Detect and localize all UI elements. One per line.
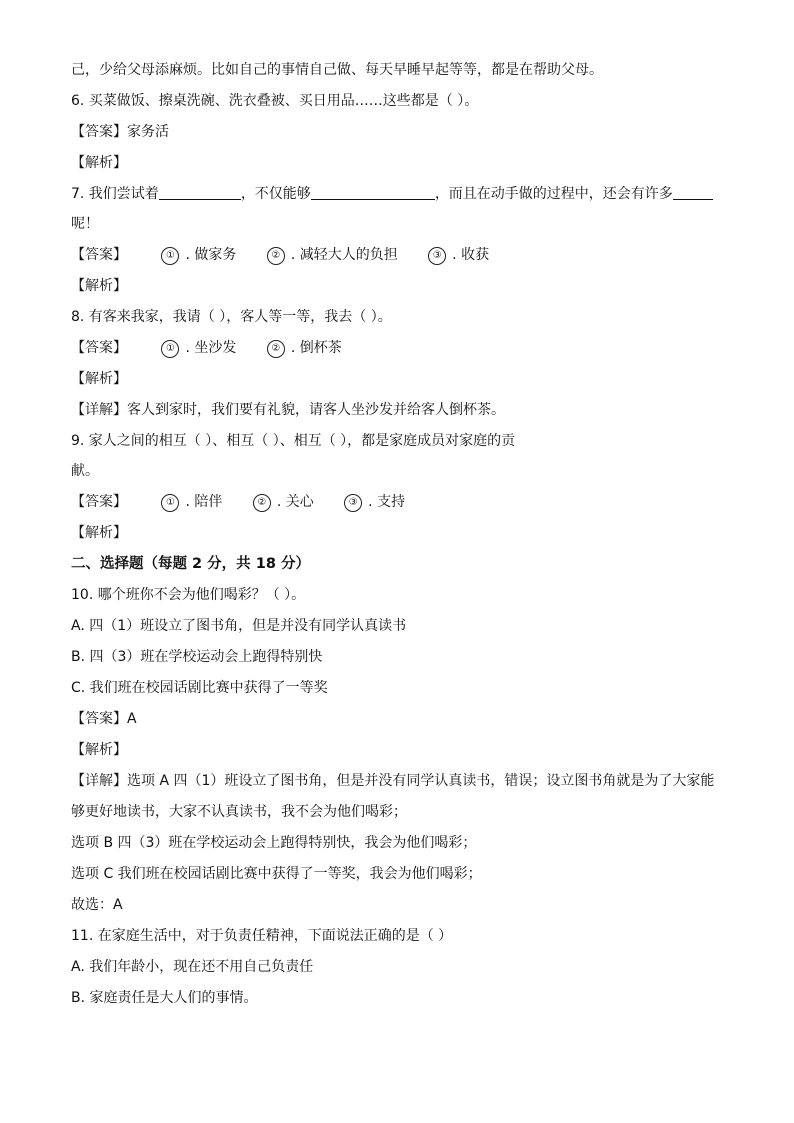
document-page xyxy=(71,60,731,1019)
answer-item: ② . 减轻大人的负担 xyxy=(267,245,398,265)
detail-10-c: 选项 C 我们班在校园话剧比赛中获得了一等奖，我会为他们喝彩； xyxy=(71,866,482,882)
answer-10: 【答案】A xyxy=(71,711,137,727)
fill-blank xyxy=(159,185,241,200)
analysis-6: 【解析】 xyxy=(71,155,127,171)
option-c: C. 我们班在校园话剧比赛中获得了一等奖 xyxy=(71,680,328,696)
analysis-7: 【解析】 xyxy=(71,278,127,294)
answer-item: ① . 陪伴 xyxy=(161,492,222,512)
detail-10-cont: 够更好地读书，大家不认真读书，我不会为他们喝彩； xyxy=(71,804,407,820)
question-7: 7. 我们尝试着 ，不仅能够 ，而且在动手做的过程中，还会有许多 xyxy=(71,184,731,204)
analysis-10: 【解析】 xyxy=(71,742,127,758)
question-9-cont: 献。 xyxy=(71,463,99,479)
fill-blank xyxy=(311,185,435,200)
question-10: 10. 哪个班你不会为他们喝彩？（ ）。 xyxy=(71,587,306,603)
option-b: B. 家庭责任是大人们的事情。 xyxy=(71,990,258,1006)
question-11: 11. 在家庭生活中，对于负责任精神，下面说法正确的是（ ） xyxy=(71,928,453,944)
answer-item: ② . 关心 xyxy=(253,492,314,512)
analysis-8: 【解析】 xyxy=(71,371,127,387)
section-heading: 二、选择题（每题 2 分，共 18 分） xyxy=(71,556,310,572)
question-9: 9. 家人之间的相互（ ）、相互（ ）、相互（ ），都是家庭成员对家庭的贡 xyxy=(71,433,516,449)
detail-10: 【详解】选项 A 四（1）班设立了图书角，但是并没有同学认真读书，错误；设立图书角就是为了大家能 xyxy=(71,773,715,789)
question-6: 6. 买菜做饭、擦桌洗碗、洗衣叠被、买日用品……这些都是（ ）。 xyxy=(71,93,479,109)
option-b: B. 四（3）班在学校运动会上跑得特别快 xyxy=(71,649,323,665)
answer-item: ③ . 支持 xyxy=(344,492,405,512)
detail-8: 【详解】客人到家时，我们要有礼貌，请客人坐沙发并给客人倒杯茶。 xyxy=(71,402,505,418)
question-7-cont: 呢！ xyxy=(71,216,99,232)
option-a: A. 四（1）班设立了图书角，但是并没有同学认真读书 xyxy=(71,618,407,634)
option-a: A. 我们年龄小，现在还不用自己负责任 xyxy=(71,959,314,975)
answer-item: ③ . 收获 xyxy=(428,245,489,265)
conclusion-10: 故选：A xyxy=(71,897,123,913)
answer-item: ① . 坐沙发 xyxy=(161,338,236,358)
answer-item: ② . 倒杯茶 xyxy=(267,338,342,358)
answer-8: 【答案】 ① . 坐沙发 ② . 倒杯茶 xyxy=(71,340,342,356)
answer-item: ① . 做家务 xyxy=(161,245,236,265)
detail-10-b: 选项 B 四（3）班在学校运动会上跑得特别快，我会为他们喝彩； xyxy=(71,835,477,851)
answer-6: 【答案】家务活 xyxy=(71,124,169,140)
paragraph-line: 己，少给父母添麻烦。比如自己的事情自己做、每天早睡早起等等，都是在帮助父母。 xyxy=(71,62,603,78)
answer-7: 【答案】 ① . 做家务 ② . 减轻大人的负担 ③ . 收获 xyxy=(71,247,490,263)
question-8: 8. 有客来我家，我请（ ），客人等一等，我去（ ）。 xyxy=(71,309,392,325)
fill-blank xyxy=(673,185,713,200)
analysis-9: 【解析】 xyxy=(71,525,127,541)
answer-9: 【答案】 ① . 陪伴 ② . 关心 ③ . 支持 xyxy=(71,494,406,510)
